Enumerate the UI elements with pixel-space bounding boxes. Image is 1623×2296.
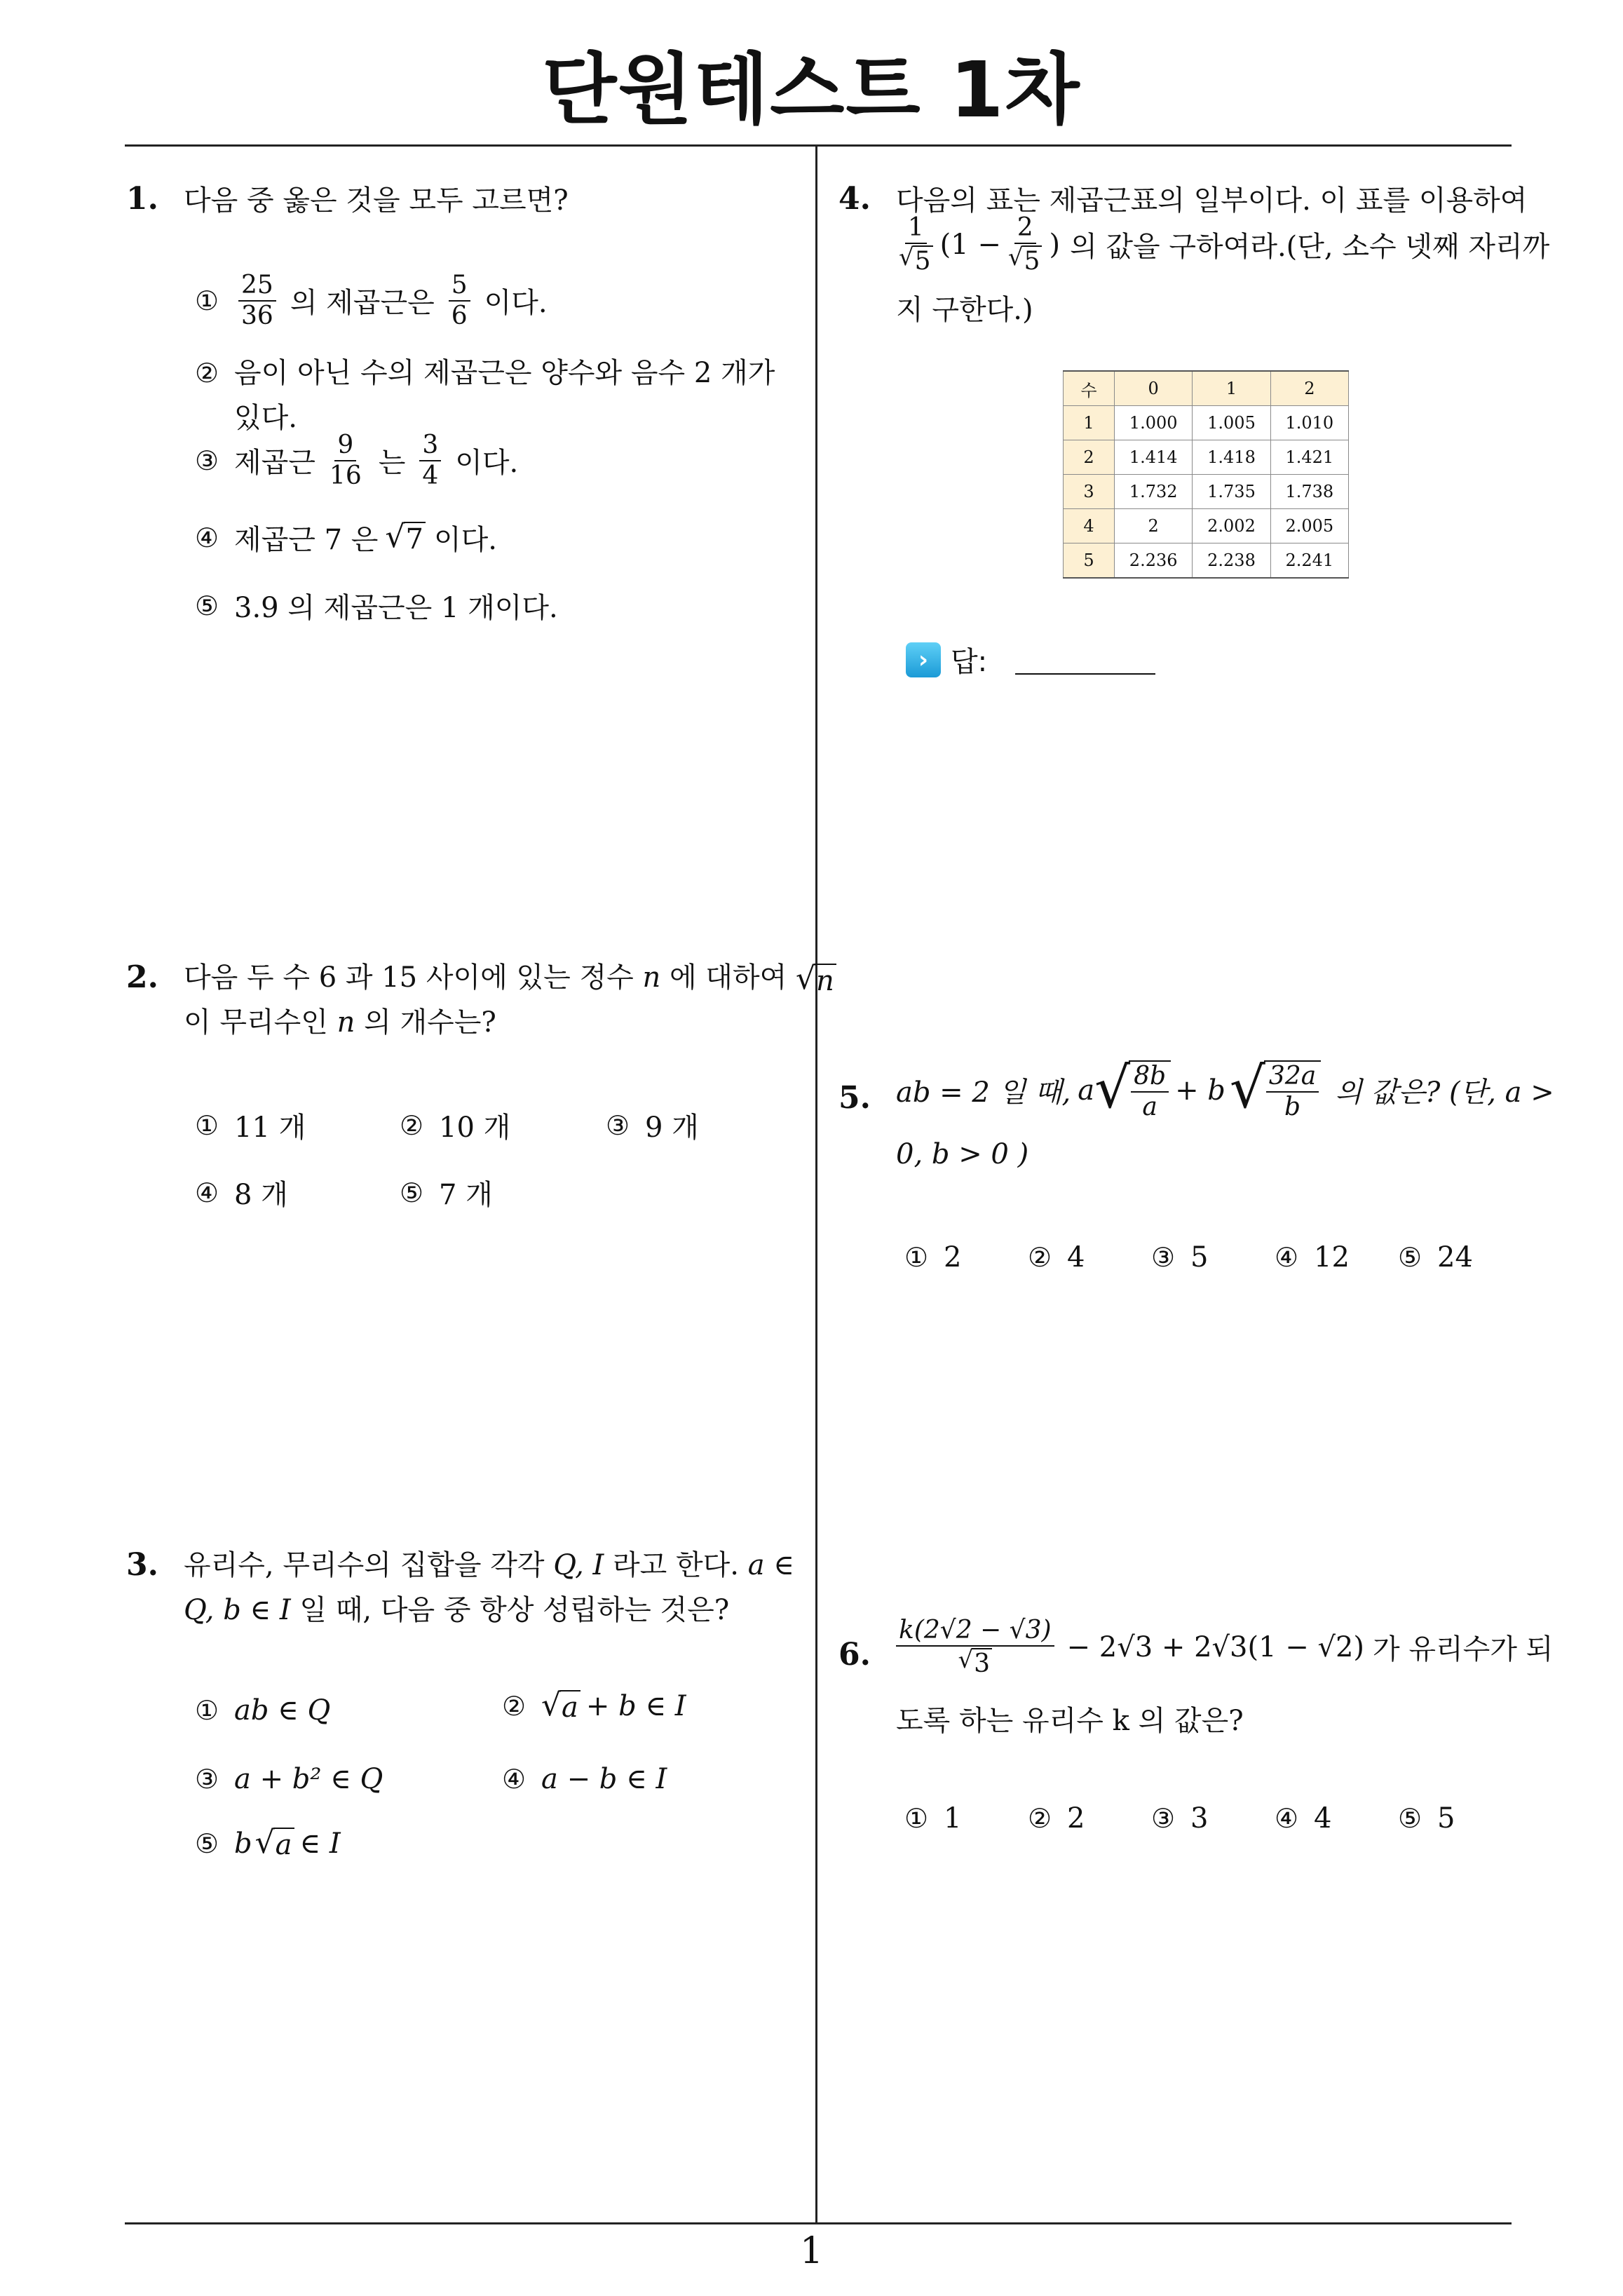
math-expression: (1 − xyxy=(939,228,1001,261)
table-header-cell: 1 xyxy=(1193,371,1270,406)
q2-option-5[interactable] xyxy=(400,1173,493,1213)
table-row xyxy=(1064,543,1349,579)
page-title: 단원테스트 1차 xyxy=(542,45,1081,135)
q5-option-2[interactable] xyxy=(1028,1241,1085,1274)
question-text-part: 이 무리수인 xyxy=(184,1006,328,1039)
option-mark: ⑤ xyxy=(400,1177,424,1208)
question-text xyxy=(896,215,1549,275)
table-row xyxy=(1064,475,1349,509)
option-mark: ② xyxy=(195,358,219,389)
top-divider xyxy=(125,144,1512,147)
question-text: 지 구한다.) xyxy=(896,294,1033,326)
option-text: 24 xyxy=(1437,1241,1473,1274)
question-number: 3. xyxy=(126,1547,158,1583)
q2-option-2[interactable] xyxy=(400,1105,510,1145)
option-text: 이다. xyxy=(433,524,497,556)
option-text: 3 xyxy=(1190,1802,1209,1835)
q5-option-1[interactable] xyxy=(904,1241,961,1274)
option-mark: ③ xyxy=(1151,1803,1176,1834)
option-text: a − b ∈ I xyxy=(541,1763,667,1795)
q5-option-3[interactable] xyxy=(1151,1241,1208,1274)
table-header-cell: 2 xyxy=(1270,371,1348,406)
question-number: 2. xyxy=(126,959,158,995)
question-text xyxy=(184,1000,496,1045)
option-text: 음이 아닌 수의 제곱근은 양수와 음수 2 개가 xyxy=(234,357,775,389)
question-text-part: 의 값은? (단, a > xyxy=(1335,1076,1554,1109)
q2-option-3[interactable] xyxy=(606,1105,699,1145)
option-text: 9 개 xyxy=(645,1112,699,1144)
question-text-part: 다음 두 수 6 과 15 사이에 있는 정수 xyxy=(184,961,634,994)
math-expression: Q, I xyxy=(553,1549,604,1581)
table-cell: 1.010 xyxy=(1270,406,1348,440)
question-number: 4. xyxy=(838,181,871,217)
table-row xyxy=(1064,406,1349,440)
option-mark: ② xyxy=(400,1109,424,1141)
q1-option-4[interactable] xyxy=(195,518,497,558)
table-cell: 1.738 xyxy=(1270,475,1348,509)
column-divider xyxy=(815,146,817,2224)
q5-option-5[interactable] xyxy=(1398,1241,1473,1274)
option-mark: ⑤ xyxy=(1398,1242,1422,1273)
option-text: 는 xyxy=(378,447,406,480)
table-cell: 2.005 xyxy=(1270,509,1348,543)
question-number: 5. xyxy=(838,1080,871,1116)
option-text: 5 xyxy=(1190,1241,1209,1274)
question-text-part: 일 때, 다음 중 항상 성립하는 것은? xyxy=(299,1594,730,1626)
q3-option-1[interactable] xyxy=(195,1694,330,1727)
q6-option-4[interactable] xyxy=(1275,1802,1331,1835)
table-cell: 1.421 xyxy=(1270,440,1348,475)
question-text: 다음의 표는 제곱근표의 일부이다. 이 표를 이용하여 xyxy=(896,184,1528,217)
table-cell: 1.414 xyxy=(1115,440,1193,475)
option-mark: ⑤ xyxy=(195,1828,219,1859)
question-text: 다음 중 옳은 것을 모두 고르면? xyxy=(184,184,569,217)
fraction: k(2√2 − √3) √ 3 xyxy=(896,1617,1054,1677)
question-number: 6. xyxy=(838,1637,871,1673)
table-header-cell: 수 xyxy=(1064,371,1115,406)
question-number: 1. xyxy=(126,181,158,217)
option-text: a + b² ∈ Q xyxy=(234,1763,383,1795)
q3-option-2[interactable] xyxy=(502,1687,686,1724)
q6-option-3[interactable] xyxy=(1151,1802,1208,1835)
math-expression: ) xyxy=(1049,228,1061,261)
option-mark: ③ xyxy=(195,445,219,476)
option-text: 제곱근 7 은 xyxy=(234,524,379,556)
q3-option-5[interactable] xyxy=(195,1825,341,1861)
answer-label: 답: xyxy=(951,646,988,678)
option-mark: ① xyxy=(195,1695,219,1726)
q2-option-1[interactable] xyxy=(195,1105,306,1145)
option-text: + b ∈ I xyxy=(585,1690,686,1722)
table-cell: 1.735 xyxy=(1193,475,1270,509)
q6-option-5[interactable] xyxy=(1398,1802,1455,1835)
option-text: 7 개 xyxy=(439,1179,493,1211)
option-text: 2 xyxy=(1067,1802,1085,1835)
table-cell: 5 xyxy=(1064,543,1115,579)
math-variable: a xyxy=(1078,1074,1095,1107)
math-expression: a ∈ xyxy=(747,1549,794,1581)
question-text xyxy=(184,1543,794,1588)
square-root: √ $\frac{32a}{b}$ xyxy=(1230,1060,1321,1121)
table-cell: 1.418 xyxy=(1193,440,1270,475)
option-mark: ① xyxy=(195,285,219,316)
option-mark: ⑤ xyxy=(195,590,219,621)
option-mark: ③ xyxy=(195,1764,219,1795)
square-root: √ a xyxy=(255,1828,294,1860)
option-text: 12 xyxy=(1314,1241,1350,1274)
option-mark: ④ xyxy=(1275,1803,1299,1834)
math-expression: − 2√3 + 2√3(1 − √2) xyxy=(1066,1630,1365,1663)
table-cell: 2.236 xyxy=(1115,543,1193,579)
option-mark: ③ xyxy=(606,1109,630,1141)
option-mark: ② xyxy=(502,1691,527,1722)
option-text: 4 xyxy=(1067,1241,1085,1274)
fraction: $\frac{3}{4}$ xyxy=(419,432,441,489)
question-text-part: 유리수, 무리수의 집합을 각각 xyxy=(184,1549,545,1581)
option-text: 8 개 xyxy=(234,1179,288,1211)
q6-option-2[interactable] xyxy=(1028,1802,1085,1835)
page-number: 1 xyxy=(799,2230,824,2272)
fraction: 1 √ 5 xyxy=(896,215,936,275)
square-root: √ a xyxy=(541,1690,580,1722)
question-text-part: 라고 한다. xyxy=(613,1549,740,1581)
question-text: 0, b > 0 ) xyxy=(896,1138,1029,1170)
table-row xyxy=(1064,509,1349,543)
math-expression: + b xyxy=(1175,1074,1225,1107)
table-cell: 1 xyxy=(1064,406,1115,440)
question-text xyxy=(896,1617,1553,1677)
square-root: √ $\frac{8b}{a}$ xyxy=(1094,1060,1171,1121)
table-header-cell: 0 xyxy=(1115,371,1193,406)
option-text: ab ∈ Q xyxy=(234,1694,331,1727)
question-text-part: 가 유리수가 되 xyxy=(1373,1633,1554,1666)
option-text: 5 xyxy=(1437,1802,1455,1835)
question-text xyxy=(184,955,836,1000)
math-variable: n xyxy=(642,961,661,994)
chevron-right-icon: › xyxy=(906,642,941,677)
option-mark: ① xyxy=(904,1242,929,1273)
q1-option-2[interactable] xyxy=(195,351,775,440)
question-text-part: 의 값을 구하여라.(단, 소수 넷째 자리까 xyxy=(1070,231,1550,264)
q6-option-1[interactable] xyxy=(904,1802,961,1835)
math-variable: n xyxy=(337,1006,355,1039)
option-text: 10 개 xyxy=(439,1112,511,1144)
option-text: 11 개 xyxy=(234,1112,306,1144)
option-mark: ② xyxy=(1028,1803,1052,1834)
table-cell: 2.238 xyxy=(1193,543,1270,579)
option-mark: ⑤ xyxy=(1398,1803,1422,1834)
bottom-divider xyxy=(125,2222,1512,2224)
q2-option-4[interactable] xyxy=(195,1173,288,1213)
option-text: 이다. xyxy=(455,447,519,480)
table-cell: 1.005 xyxy=(1193,406,1270,440)
option-text: b xyxy=(234,1828,252,1860)
table-cell: 1.000 xyxy=(1115,406,1193,440)
table-cell: 2.241 xyxy=(1270,543,1348,579)
table-header-row xyxy=(1064,371,1349,406)
table-cell: 4 xyxy=(1064,509,1115,543)
q1-option-1[interactable] xyxy=(195,272,548,330)
option-mark: ③ xyxy=(1151,1242,1176,1273)
square-root: √ 7 xyxy=(385,522,426,554)
fraction: $\frac{25}{36}$ xyxy=(238,272,276,330)
q3-option-3[interactable] xyxy=(195,1763,383,1795)
square-root-table xyxy=(1063,370,1349,579)
fraction: $\frac{5}{6}$ xyxy=(449,272,470,330)
option-text: 2 xyxy=(944,1241,962,1274)
fraction: $\frac{9}{16}$ xyxy=(329,431,362,490)
option-text: 4 xyxy=(1314,1802,1332,1835)
option-mark: ④ xyxy=(195,522,219,553)
option-mark: ① xyxy=(195,1109,219,1141)
table-cell: 2.002 xyxy=(1193,509,1270,543)
option-mark: ④ xyxy=(1275,1242,1299,1273)
option-text: 1 xyxy=(944,1802,962,1835)
option-mark: ② xyxy=(1028,1242,1052,1273)
answer-blank[interactable] xyxy=(1015,645,1155,675)
q5-option-4[interactable] xyxy=(1275,1241,1350,1274)
option-text: 이다. xyxy=(484,287,548,320)
question-text-part: 에 대하여 xyxy=(669,961,787,994)
q1-option-5[interactable] xyxy=(195,586,558,626)
table-row xyxy=(1064,440,1349,475)
table-cell: 1.732 xyxy=(1115,475,1193,509)
answer-area xyxy=(906,640,1155,680)
option-text: 3.9 의 제곱근은 1 개이다. xyxy=(234,592,558,624)
question-text: 도록 하는 유리수 k 의 값은? xyxy=(896,1705,1244,1737)
option-mark: ① xyxy=(904,1803,929,1834)
math-expression: Q, b ∈ I xyxy=(184,1594,291,1626)
question-text xyxy=(184,1588,729,1633)
question-text xyxy=(896,1055,1554,1121)
q1-option-3[interactable] xyxy=(195,432,518,489)
table-cell: 3 xyxy=(1064,475,1115,509)
option-mark: ④ xyxy=(502,1764,527,1795)
table-cell: 2 xyxy=(1115,509,1193,543)
table-cell: 2 xyxy=(1064,440,1115,475)
option-mark: ④ xyxy=(195,1177,219,1208)
option-text: 있다. xyxy=(234,402,297,434)
question-text-part: ab = 2 일 때, xyxy=(896,1076,1071,1109)
q3-option-4[interactable] xyxy=(502,1763,667,1795)
option-text: ∈ I xyxy=(299,1828,341,1860)
option-text: 의 제곱근은 xyxy=(290,287,435,320)
question-text-part: 의 개수는? xyxy=(364,1006,496,1039)
fraction: 2 √ 5 xyxy=(1005,215,1045,275)
option-text: 제곱근 xyxy=(234,447,315,480)
square-root: √ n xyxy=(796,964,836,996)
